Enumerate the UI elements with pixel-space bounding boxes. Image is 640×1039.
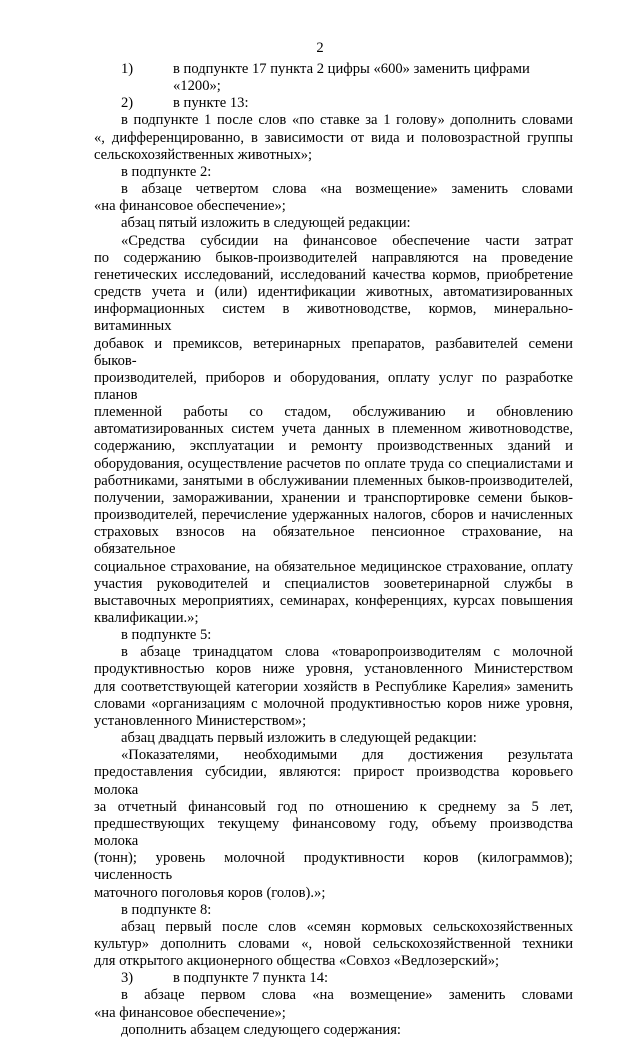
- text-line: добавок и премиксов, ветеринарных препаратов, разбавителей семени быков-: [94, 335, 573, 369]
- text-line: «Средства субсидии на финансовое обеспечение части затрат: [121, 232, 573, 249]
- text-line: абзац двадцать первый изложить в следующей редакции:: [121, 730, 477, 747]
- text-line: по содержанию быков-производителей направляются на проведение: [94, 249, 573, 266]
- item-number: 3): [121, 970, 134, 987]
- text-line: продуктивностью коров ниже уровня, установленного Министерством: [94, 661, 573, 678]
- text-line: сельскохозяйственных животных»;: [94, 146, 313, 163]
- item-text: в пункте 13:: [173, 95, 249, 112]
- text-line: работниками, занятыми в обслуживании племенных быков-производителей,: [94, 472, 573, 489]
- page-number: 2: [316, 40, 324, 56]
- text-line: за отчетный финансовый год по отношению к среднему за 5 лет,: [94, 798, 573, 815]
- text-line: в подпункте 1 после слов «по ставке за 1 голову» дополнить словами: [121, 112, 573, 129]
- numbered-item: [121, 61, 573, 95]
- text-line: средств учета и (или) идентификации животных, автоматизированных: [94, 284, 573, 301]
- text-line: предоставления субсидии, являются: прирост производства коровьего молока: [94, 764, 573, 798]
- text-line: маточного поголовья коров (голов).»;: [94, 884, 326, 901]
- item-number: 1): [121, 61, 134, 77]
- text-line: словами «организациям с молочной продуктивностью коров ниже уровня,: [94, 695, 573, 712]
- text-line: содержанию, эксплуатации и ремонту производственных зданий и: [94, 438, 573, 455]
- text-line: генетических исследований, исследований качества кормов, приобретение: [94, 266, 573, 283]
- text-line: для соответствующей категории хозяйств в Республике Карелия» заменить: [94, 678, 573, 695]
- numbered-item: [121, 95, 573, 112]
- text-line: выставочных мероприятиях, семинарах, конференциях, курсах повышения: [94, 592, 573, 609]
- text-line: (тонн); уровень молочной продуктивности коров (килограммов); численность: [94, 850, 573, 884]
- text-line: абзац пятый изложить в следующей редакции:: [121, 215, 411, 232]
- text-line: в подпункте 8:: [121, 901, 212, 918]
- text-line: в подпункте 5:: [121, 627, 212, 644]
- text-line: квалификации.»;: [94, 610, 199, 626]
- text-line: производителей, приборов и оборудования, оплату услуг по разработке планов: [94, 369, 573, 403]
- text-line: в абзаце первом слова «на возмещение» заменить словами: [121, 987, 573, 1004]
- item-text: в подпункте 7 пункта 14:: [173, 970, 329, 987]
- text-line: «, дифференцированно, в зависимости от вида и половозрастной группы: [94, 129, 573, 146]
- text-line: в абзаце четвертом слова «на возмещение» заменить словами: [121, 181, 573, 198]
- text-line: страховых взносов на обязательное пенсионное страхование, на обязательное: [94, 524, 573, 558]
- text-line: автоматизированных систем учета данных в племенном животноводстве,: [94, 421, 573, 438]
- text-line: получении, замораживании, хранении и транспортировке семени быков-: [94, 489, 573, 506]
- text-line: производителей, перечисление удержанных налогов, сборов и начисленных: [94, 507, 573, 524]
- text-line: «Показателями, необходимыми для достижения результата: [121, 747, 573, 764]
- text-line: «на финансовое обеспечение»;: [94, 198, 286, 215]
- text-line: информационных систем в животноводстве, кормов, минерально-витаминных: [94, 301, 573, 335]
- text-line: культур» дополнить словами «, новой сельскохозяйственной техники: [94, 935, 573, 952]
- text-line: в абзаце тринадцатом слова «товаропроизводителям с молочной: [121, 644, 573, 661]
- text-line: племенной работы со стадом, обслуживанию и обновлению: [94, 404, 573, 421]
- text-line: установленного Министерством»;: [94, 712, 307, 729]
- text-line: «на финансовое обеспечение»;: [94, 1004, 286, 1021]
- text-line: абзац первый после слов «семян кормовых сельскохозяйственных: [121, 918, 573, 935]
- text-line: дополнить абзацем следующего содержания:: [121, 1021, 401, 1038]
- text-line: социальное страхование, на обязательное медицинское страхование, оплату: [94, 558, 573, 575]
- item-number: 2): [121, 95, 134, 112]
- text-line: для открытого акционерного общества «Совхоз «Ведлозерский»;: [94, 953, 500, 970]
- text-line: предшествующих текущему финансовому году, объему производства молока: [94, 815, 573, 850]
- text-line: оборудования, осуществление расчетов по оплате труда со специалистами и: [94, 455, 573, 472]
- item-text: в подпункте 17 пункта 2 цифры «600» заменить цифрами «1200»;: [173, 61, 530, 95]
- text-line: участия руководителей и специалистов зооветеринарной службы в: [94, 575, 573, 592]
- document-body: [94, 61, 573, 1039]
- numbered-item: [121, 970, 573, 987]
- text-line: в подпункте 2:: [121, 163, 212, 180]
